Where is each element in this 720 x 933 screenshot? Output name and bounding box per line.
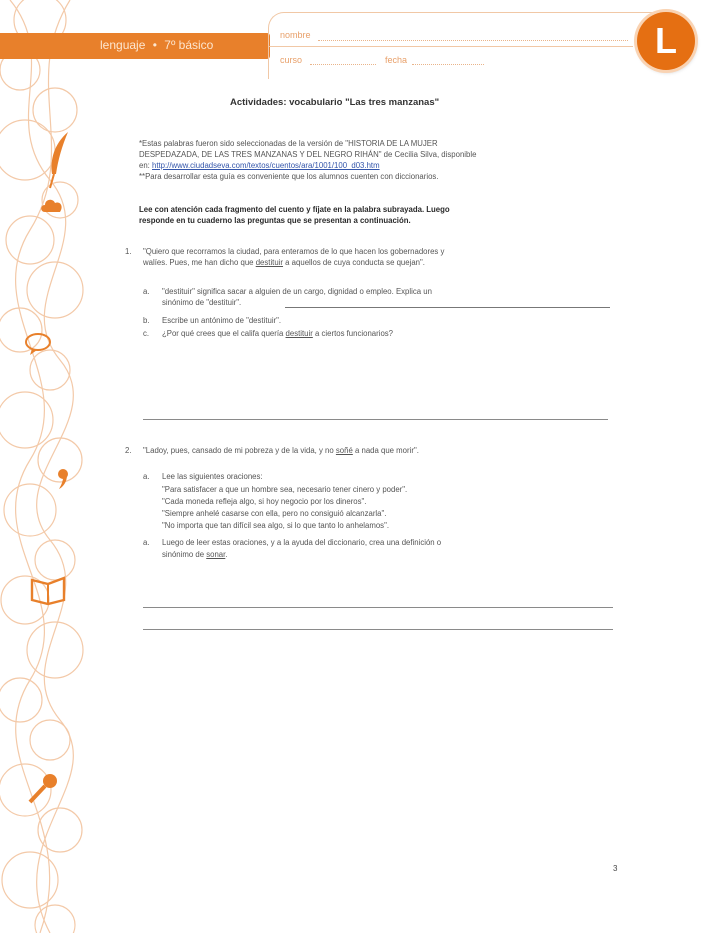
q1-underlined-word: destituir	[255, 258, 284, 267]
date-label: fecha	[385, 55, 408, 65]
q2b-answer-line-1[interactable]	[143, 607, 613, 608]
q2b-line-1: Luego de leer estas oraciones, y a la ayuda del diccionario, crea una definición o	[162, 538, 442, 547]
name-field[interactable]	[318, 40, 628, 41]
page-number: 3	[613, 864, 618, 873]
speech-bubble-icon	[24, 332, 52, 356]
header-divider	[268, 46, 633, 47]
q2a-sentence-3: "Siempre anhelé casarse con ella, pero no consiguió alcanzarla".	[162, 509, 387, 518]
q2a-intro: Lee las siguientes oraciones:	[162, 472, 263, 481]
q1a-label: a.	[143, 287, 150, 296]
q2a-label: a.	[143, 472, 150, 481]
q1a-line-1: "destituir" significa sacar a alguien de un cargo, dignidad o empleo. Explica un	[162, 287, 432, 296]
date-field[interactable]	[412, 64, 484, 65]
note-line-4: **Para desarrollar esta guía es conveniente que los alumnos cuenten con diccionarios.	[139, 172, 439, 181]
q2b-line-2: sinónimo de sonar.	[162, 550, 228, 559]
q1c-underlined-word: destituir	[285, 329, 313, 338]
q2a-sentence-4: "No importa que tan difícil sea algo, si lo que tanto lo anhelamos".	[162, 521, 390, 530]
q1c-label: c.	[143, 329, 150, 338]
q1a-line-2: sinónimo de "destituir".	[162, 298, 242, 307]
q2b-answer-line-2[interactable]	[143, 629, 613, 630]
note-line-3: en: http://www.ciudadseva.com/textos/cuentos/ara/1001/100_d03.htm	[139, 161, 380, 170]
q1-text-line-2: walíes. Pues, me han dicho que destituir a aquellos de cuya conducta se quejan".	[143, 258, 425, 267]
q2b-underlined-word: sonar	[206, 550, 226, 559]
name-label: nombre	[280, 30, 311, 40]
q1-number: 1.	[125, 247, 132, 256]
course-field[interactable]	[310, 64, 376, 65]
note-line-1: *Estas palabras fueron sido seleccionadas de la versión de "HISTORIA DE LA MUJER	[139, 139, 438, 148]
subject-badge: L	[637, 12, 695, 70]
q1a-answer-line[interactable]	[285, 307, 610, 308]
q2a-sentence-2: "Cada moneda refleja algo, si hoy negocio por los dineros".	[162, 497, 367, 506]
q2-underlined-word: soñé	[335, 446, 353, 455]
page-title: Actividades: vocabulario "Las tres manzanas"	[230, 97, 440, 108]
microphone-icon	[24, 772, 60, 806]
comma-icon	[56, 468, 70, 490]
note-line-2: DESPEDAZADA, DE LAS TRES MANZANAS Y DEL NEGRO RIHÁN" de Cecilia Silva, disponible	[139, 150, 477, 159]
q2b-label: a.	[143, 538, 150, 547]
q1-text-line-1: "Quiero que recorramos la ciudad, para enteramos de lo que hacen los gobernadores y	[143, 247, 445, 256]
q1b-label: b.	[143, 316, 150, 325]
course-label: curso	[280, 55, 303, 65]
instructions-line-2: responde en tu cuaderno las preguntas que se presentan a continuación.	[139, 216, 411, 225]
q1b-text: Escribe un antónimo de "destituir".	[162, 316, 282, 325]
q1c-text: ¿Por qué crees que el califa quería destituir a ciertos funcionarios?	[162, 329, 394, 338]
source-link[interactable]: http://www.ciudadseva.com/textos/cuentos/ara/1001/100_d03.htm	[152, 161, 380, 170]
instructions-line-1: Lee con atención cada fragmento del cuento y fíjate en la palabra subrayada. Luego	[139, 205, 450, 214]
q2a-sentence-1: "Para satisfacer a que un hombre sea, necesario tener cinero y poder".	[162, 485, 408, 494]
open-book-icon	[28, 574, 68, 606]
q2-number: 2.	[125, 446, 132, 455]
subject-label: lenguaje • 7º básico	[100, 38, 214, 52]
q1c-answer-line[interactable]	[143, 419, 608, 420]
quill-icon	[44, 130, 72, 190]
q2-text: "Ladoy, pues, cansado de mi pobreza y de la vida, y no soñé a nada que morir".	[143, 446, 419, 455]
cloud-icon	[40, 196, 64, 214]
